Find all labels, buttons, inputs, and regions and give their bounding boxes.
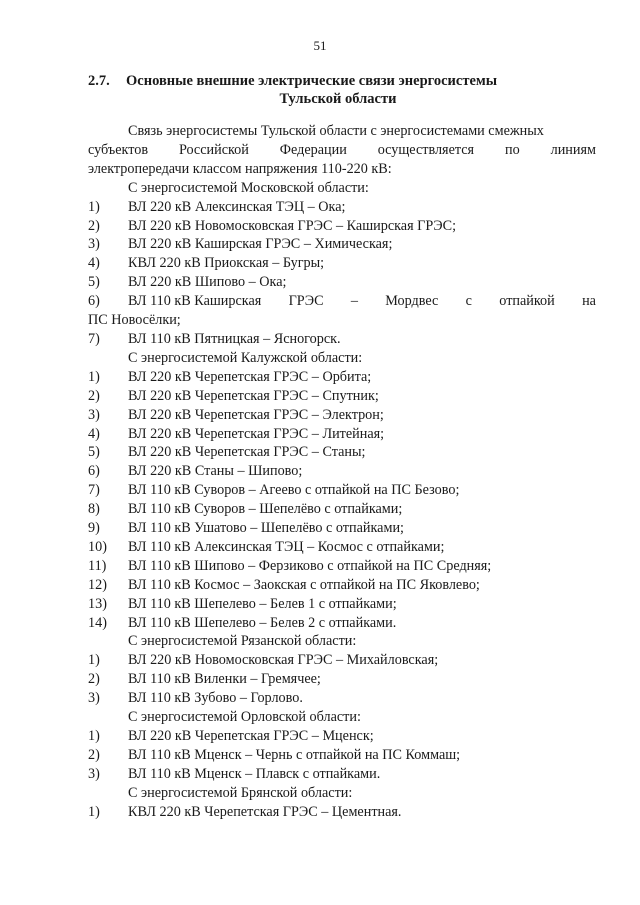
item-number: 14) [88,614,107,631]
item-number: 2) [88,746,100,763]
group-title-bryansk: С энергосистемой Брянской области: [128,784,353,801]
item-text: ВЛ 220 кВ Алексинская ТЭЦ – Ока; [128,198,346,215]
item-word: – [350,293,358,310]
item-text: ВЛ 110 кВ Алексинская ТЭЦ – Космос с отпайками; [128,538,445,555]
intro-word: осуществляется [377,141,475,158]
item-number: 3) [88,765,100,782]
item-text [128,292,596,311]
group-title-ryazan: С энергосистемой Рязанской области: [128,633,357,650]
item-number: 1) [88,198,100,215]
list-item [88,670,596,689]
list-item [88,462,596,481]
list-item [88,519,596,538]
item-text: ВЛ 220 кВ Новомосковская ГРЭС – Михайловская; [128,652,439,669]
document-body [88,122,596,822]
list-item [88,368,596,387]
item-text: ВЛ 220 кВ Черепетская ГРЭС – Станы; [128,444,366,461]
item-number: 1) [88,368,100,385]
item-number: 1) [88,728,100,744]
item-number: 7) [88,482,100,499]
list-item [88,198,596,217]
item-word: на [582,293,596,310]
section-heading [88,72,588,108]
group-title-orel: С энергосистемой Орловской области: [128,709,361,726]
list-item [88,576,596,595]
item-number: 9) [88,520,100,537]
intro-line1: Связь энергосистемы Тульской области с энергосистемами смежных [128,123,544,139]
item-text: ВЛ 110 кВ Шепелево – Белев 1 с отпайками; [128,595,397,612]
item-text: ВЛ 110 кВ Суворов – Шепелёво с отпайками; [128,501,403,518]
item-text: ВЛ 220 кВ Новомосковская ГРЭС – Каширская ГРЭС; [128,217,457,234]
list-item [88,481,596,500]
list-item [88,557,596,576]
item-number: 2) [88,671,100,688]
list-item [88,689,596,708]
item-text: ВЛ 110 кВ Шепелево – Белев 2 с отпайками. [128,614,397,631]
list-item [88,803,596,822]
list-item [88,727,596,746]
item-text: ВЛ 110 кВ Пятницкая – Ясногорск. [128,330,341,347]
item-number: 13) [88,595,107,612]
intro-word: по [505,141,520,158]
list-item [88,595,596,614]
item-text: ВЛ 220 кВ Черепетская ГРЭС – Спутник; [128,387,379,404]
item-number: 6) [88,293,100,310]
item-number: 2) [88,217,100,234]
list-item [88,425,596,444]
item-number: 3) [88,236,100,253]
item-word: отпайкой [499,293,555,310]
item-text: ВЛ 220 кВ Черепетская ГРЭС – Электрон; [128,406,384,423]
item-number: 4) [88,425,100,442]
item-text: ВЛ 110 кВ Шипово – Ферзиково с отпайкой на ПС Средняя; [128,557,492,574]
list-item [88,235,596,254]
list-item [88,217,596,236]
item-number: 11) [88,557,107,574]
list-item [88,443,596,462]
item-word: ВЛ 110 кВ Каширская [128,293,262,310]
item-text: ВЛ 110 кВ Ушатово – Шепелёво с отпайками; [128,520,404,537]
item-number: 7) [88,330,100,347]
group-title-moscow: С энергосистемой Московской области: [128,179,369,196]
item-number: 5) [88,444,100,461]
list-item [88,254,596,273]
list-item [88,292,596,311]
item-number: 12) [88,576,107,593]
list-item [88,538,596,557]
item-number: 2) [88,387,100,404]
intro-word: линиям [550,141,596,158]
item-number: 8) [88,501,100,518]
intro-line3: электропередачи классом напряжения 110-220 кВ: [88,160,392,177]
list-item [88,614,596,633]
list-item [88,746,596,765]
item-text: ВЛ 110 кВ Мценск – Плавск с отпайками. [128,765,381,782]
list-item [88,406,596,425]
item-text: КВЛ 220 кВ Приокская – Бугры; [128,255,325,272]
list-item [88,330,596,349]
section-number: 2.7. [88,73,110,89]
item-text: ВЛ 220 кВ Черепетская ГРЭС – Мценск; [128,728,374,744]
item-text: ВЛ 110 кВ Виленки – Гремячее; [128,671,321,688]
item-number: 1) [88,803,100,820]
section-title-line2: Тульской области [279,91,397,107]
item-text: ВЛ 220 кВ Каширская ГРЭС – Химическая; [128,236,393,253]
section-title-line1: Основные внешние электрические связи энергосистемы [126,73,498,89]
group-title-kaluga: С энергосистемой Калужской области: [128,349,363,366]
list-item [88,500,596,519]
item-text: ВЛ 220 кВ Черепетская ГРЭС – Литейная; [128,425,385,442]
item-number: 3) [88,406,100,423]
intro-line2 [88,141,596,160]
item-word: Мордвес [385,293,439,310]
item-text: ВЛ 110 кВ Мценск – Чернь с отпайкой на ПС Коммаш; [128,746,461,763]
intro-word: Российской [178,141,249,158]
item-number: 1) [88,652,100,669]
intro-word: Федерации [279,141,347,158]
list-item [88,387,596,406]
item-word: ГРЭС [288,293,324,310]
item-number: 6) [88,463,100,480]
item-number: 10) [88,538,107,555]
item-text: ВЛ 220 кВ Станы – Шипово; [128,463,303,480]
list-item [88,765,596,784]
item-continuation: ПС Новосёлки; [88,312,181,329]
item-number: 3) [88,690,100,707]
item-number: 5) [88,274,100,291]
item-word: с [465,293,472,310]
item-text: КВЛ 220 кВ Черепетская ГРЭС – Цементная. [128,803,402,820]
intro-word: субъектов [88,141,149,158]
item-text: ВЛ 110 кВ Суворов – Агеево с отпайкой на ПС Безово; [128,482,460,499]
item-number: 4) [88,255,100,272]
page-number: 51 [313,38,327,53]
item-text: ВЛ 220 кВ Черепетская ГРЭС – Орбита; [128,368,372,385]
item-text: ВЛ 110 кВ Зубово – Горлово. [128,690,303,707]
list-item [88,273,596,292]
item-text: ВЛ 220 кВ Шипово – Ока; [128,274,287,291]
item-text: ВЛ 110 кВ Космос – Заокская с отпайкой на ПС Яковлево; [128,576,480,593]
list-item [88,651,596,670]
